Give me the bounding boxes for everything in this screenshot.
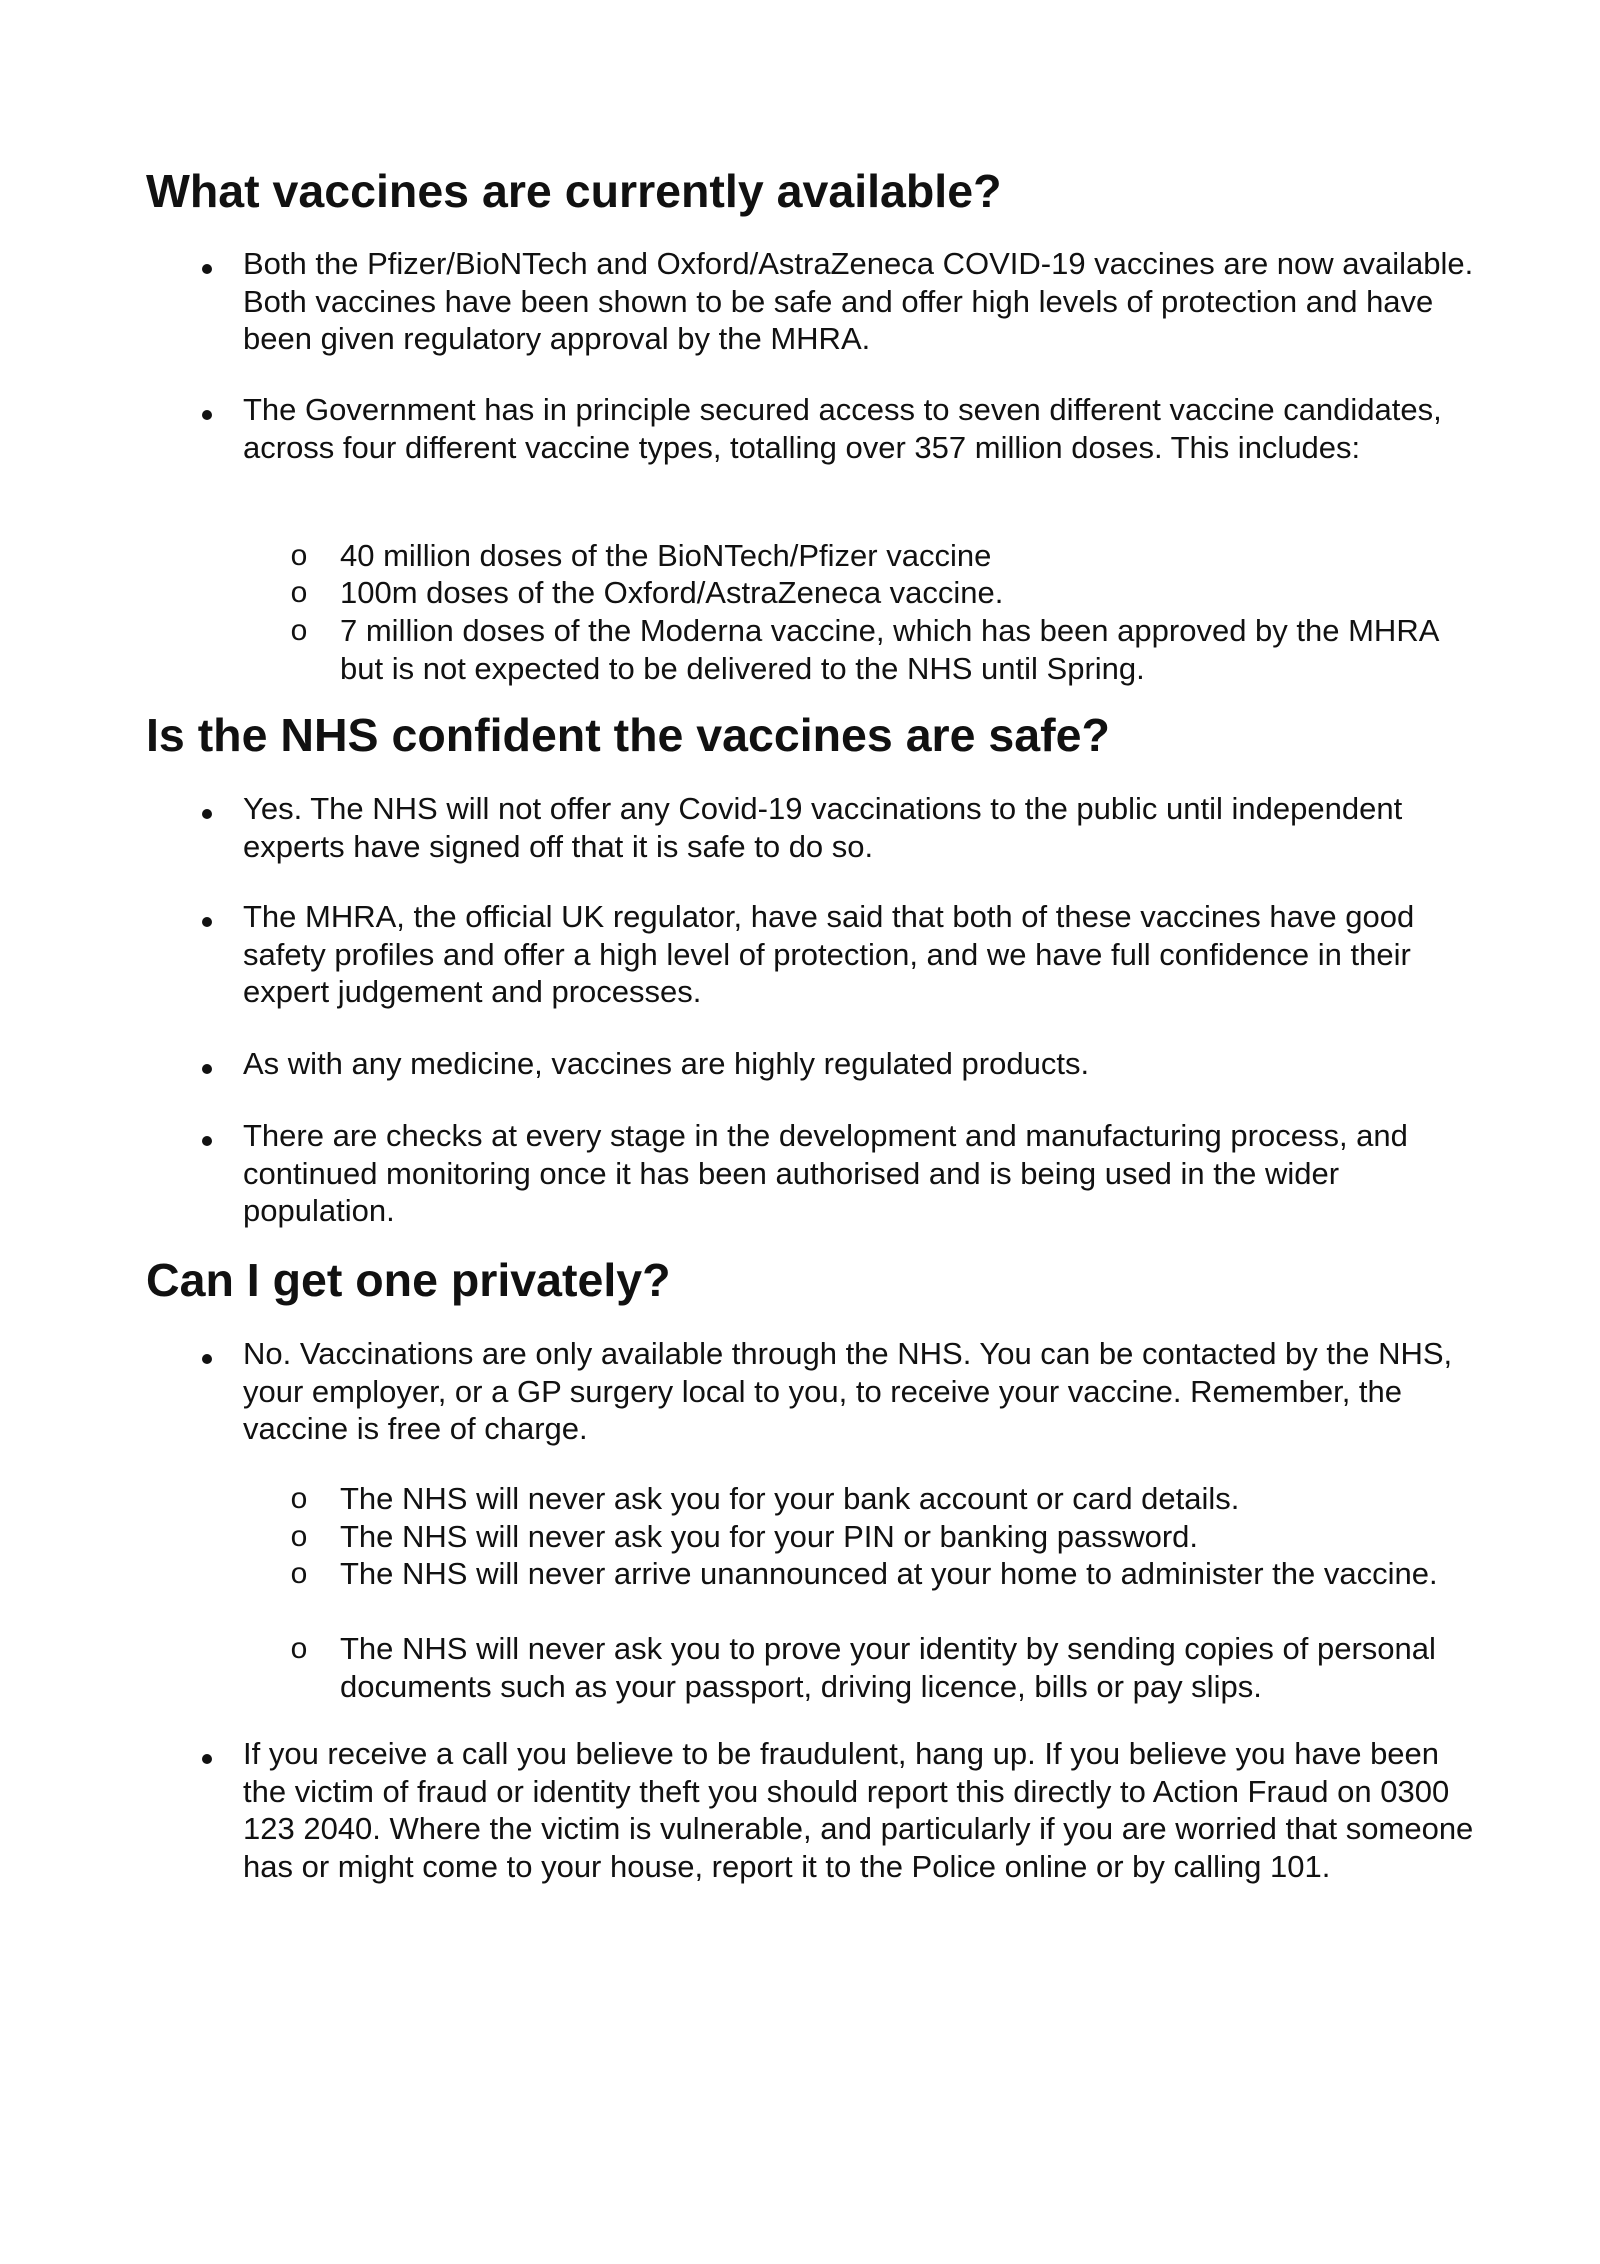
bullet-icon (197, 1335, 217, 1373)
circle-bullet-icon: o (290, 614, 308, 647)
circle-bullet-icon: o (290, 539, 308, 572)
sub-bullet-text: The NHS will never ask you to prove your identity by sending copies of personal documents such as your passport, driving licence, bills or pay slips. (340, 1631, 1436, 1704)
bullet-icon (197, 1117, 217, 1155)
bullet-icon (197, 1045, 217, 1083)
sub-bullet-text: The NHS will never ask you for your PIN or banking password. (340, 1519, 1199, 1554)
bullet-text: No. Vaccinations are only available through the NHS. You can be contacted by the NHS, your employer, or a GP surgery local to you, to receive your vaccine. Remember, the vaccine is free of charge. (243, 1336, 1453, 1446)
circle-bullet-icon: o (290, 1557, 308, 1590)
bullet-icon (197, 790, 217, 828)
circle-bullet-icon: o (290, 1482, 308, 1515)
circle-bullet-icon: o (290, 576, 308, 609)
bullet-text: There are checks at every stage in the development and manufacturing process, and continued monitoring once it has been authorised and is being used in the wider population. (243, 1118, 1408, 1228)
bullet-text: Both the Pfizer/BioNTech and Oxford/AstraZeneca COVID-19 vaccines are now available. Both vaccines have been shown to be safe and offer high levels of protection and have been given regulatory approval by the MHRA. (243, 246, 1474, 356)
bullet-icon (197, 1735, 217, 1773)
circle-bullet-icon: o (290, 1632, 308, 1665)
bullet-text: If you receive a call you believe to be fraudulent, hang up. If you believe you have been the victim of fraud or identity theft you should report this directly to Action Fraud on 0300 123 2040. Where the victim is vulnerable, and particularly if you are worried that someone has or might come to your house, report it to the Police online or by calling 101. (243, 1736, 1474, 1884)
bullet-icon (197, 391, 217, 429)
section-heading: Can I get one privately? (146, 1254, 671, 1306)
section-heading: Is the NHS confident the vaccines are safe? (146, 709, 1110, 761)
bullet-icon (197, 245, 217, 283)
sub-bullet-text: 100m doses of the Oxford/AstraZeneca vaccine. (340, 575, 1004, 610)
sub-bullet-text: The NHS will never arrive unannounced at your home to administer the vaccine. (340, 1556, 1438, 1591)
bullet-text: As with any medicine, vaccines are highly regulated products. (243, 1046, 1090, 1081)
circle-bullet-icon: o (290, 1520, 308, 1553)
bullet-text: The MHRA, the official UK regulator, have said that both of these vaccines have good safety profiles and offer a high level of protection, and we have full confidence in their expert judgement and processes. (243, 899, 1415, 1009)
section-heading: What vaccines are currently available? (146, 165, 1002, 217)
sub-bullet-text: 40 million doses of the BioNTech/Pfizer vaccine (340, 538, 992, 573)
bullet-text: Yes. The NHS will not offer any Covid-19 vaccinations to the public until independent experts have signed off that it is safe to do so. (243, 791, 1403, 864)
bullet-icon (197, 898, 217, 936)
sub-bullet-text: The NHS will never ask you for your bank account or card details. (340, 1481, 1240, 1516)
bullet-text: The Government has in principle secured access to seven different vaccine candidates, across four different vaccine types, totalling over 357 million doses. This includes: (243, 392, 1442, 465)
sub-bullet-text: 7 million doses of the Moderna vaccine, which has been approved by the MHRA but is not expected to be delivered to the NHS until Spring. (340, 613, 1438, 686)
